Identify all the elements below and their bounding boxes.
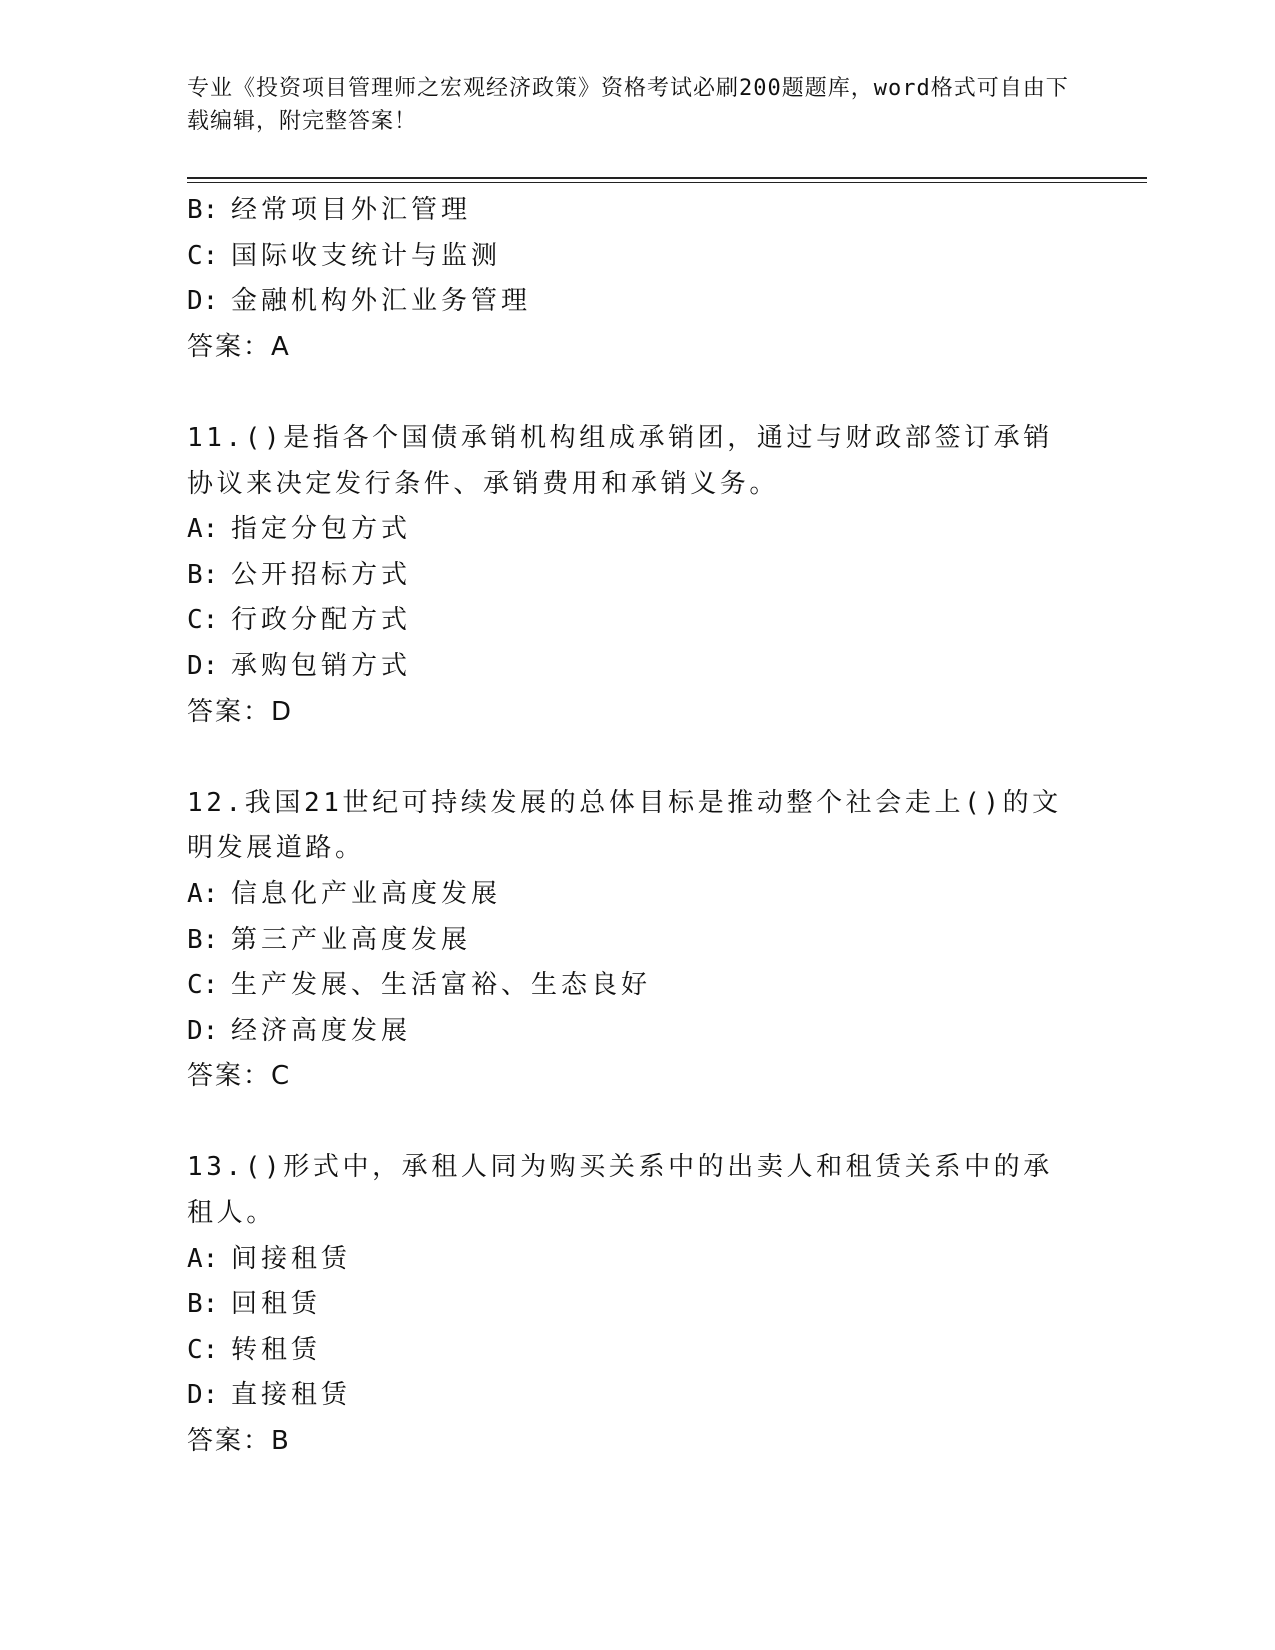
option-text: 公开招标方式 bbox=[231, 559, 412, 590]
answer-line: 答案：C bbox=[187, 1061, 292, 1092]
question-11 bbox=[187, 416, 1077, 735]
option-c bbox=[187, 598, 1077, 644]
option-key: D: bbox=[187, 1015, 219, 1046]
option-a bbox=[187, 872, 1077, 918]
option-key: A: bbox=[187, 514, 219, 545]
spacer bbox=[187, 735, 1077, 781]
option-c bbox=[187, 1328, 1077, 1374]
option-text: 信息化产业高度发展 bbox=[231, 878, 502, 909]
option-b bbox=[187, 1282, 1077, 1328]
option-key: A: bbox=[187, 878, 219, 909]
option-key: D: bbox=[187, 650, 219, 681]
option-key: B: bbox=[187, 559, 219, 590]
option-d bbox=[187, 1009, 1077, 1055]
option-text: 行政分配方式 bbox=[231, 605, 412, 636]
option-text: 间接租赁 bbox=[231, 1243, 352, 1274]
option-key: C: bbox=[187, 1334, 219, 1365]
question-list bbox=[187, 188, 1077, 1465]
option-text: 承购包销方式 bbox=[231, 650, 412, 681]
spacer bbox=[187, 1100, 1077, 1146]
option-text: 第三产业高度发展 bbox=[231, 924, 472, 955]
option-key: B: bbox=[187, 1289, 219, 1320]
option-text: 转租赁 bbox=[231, 1334, 322, 1365]
option-c bbox=[187, 234, 1077, 280]
option-text: 经常项目外汇管理 bbox=[231, 195, 472, 225]
option-b bbox=[187, 918, 1077, 964]
question-10 bbox=[187, 188, 1077, 370]
option-key: B: bbox=[187, 924, 219, 955]
header-divider bbox=[187, 177, 1147, 183]
option-a bbox=[187, 507, 1077, 553]
option-text: 直接租赁 bbox=[231, 1380, 352, 1411]
document-header: 专业《投资项目管理师之宏观经济政策》资格考试必刷200题题库，word格式可自由下载编辑，附完整答案！ bbox=[187, 76, 1069, 134]
option-d bbox=[187, 644, 1077, 690]
option-b bbox=[187, 188, 1077, 234]
answer-line: 答案：A bbox=[187, 331, 291, 362]
option-key: C: bbox=[187, 970, 219, 1001]
option-key: D: bbox=[187, 1380, 219, 1411]
option-text: 回租赁 bbox=[231, 1289, 322, 1320]
option-key: C: bbox=[187, 240, 219, 271]
option-a bbox=[187, 1237, 1077, 1283]
option-key: D: bbox=[187, 286, 219, 317]
option-c bbox=[187, 963, 1077, 1009]
option-text: 经济高度发展 bbox=[231, 1015, 412, 1046]
question-text: 11.()是指各个国债承销机构组成承销团，通过与财政部签订承销协议来决定发行条件、承销费用和承销义务。 bbox=[187, 422, 1053, 499]
option-key: B: bbox=[187, 195, 219, 225]
option-text: 金融机构外汇业务管理 bbox=[231, 286, 532, 317]
question-13 bbox=[187, 1145, 1077, 1464]
answer-line: 答案：B bbox=[187, 1426, 291, 1457]
option-key: A: bbox=[187, 1243, 219, 1274]
option-key: C: bbox=[187, 605, 219, 636]
option-b bbox=[187, 553, 1077, 599]
option-d bbox=[187, 279, 1077, 325]
option-text: 生产发展、生活富裕、生态良好 bbox=[231, 970, 652, 1001]
answer-line: 答案：D bbox=[187, 696, 294, 727]
spacer bbox=[187, 370, 1077, 416]
option-d bbox=[187, 1373, 1077, 1419]
question-text: 12.我国21世纪可持续发展的总体目标是推动整个社会走上()的文明发展道路。 bbox=[187, 787, 1062, 864]
question-text: 13.()形式中，承租人同为购买关系中的出卖人和租赁关系中的承租人。 bbox=[187, 1152, 1053, 1229]
question-12 bbox=[187, 781, 1077, 1100]
option-text: 指定分包方式 bbox=[231, 514, 412, 545]
option-text: 国际收支统计与监测 bbox=[231, 240, 502, 271]
